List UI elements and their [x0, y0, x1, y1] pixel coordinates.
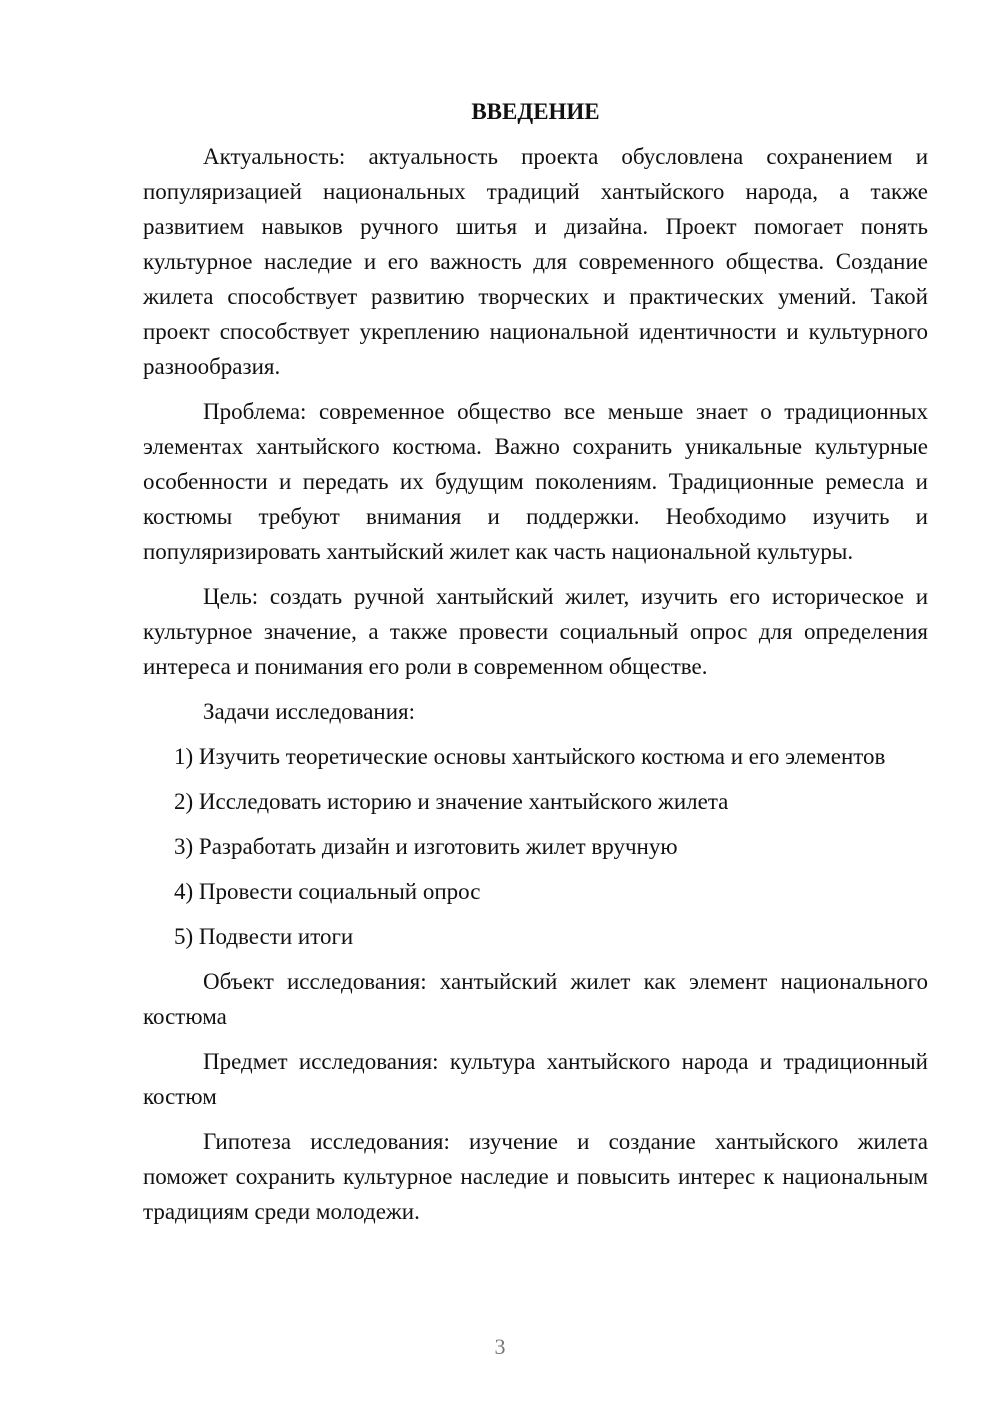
research-subject-paragraph: Предмет исследования: культура хантыйского народа и традиционный костюм [143, 1049, 928, 1109]
hypothesis-paragraph: Гипотеза исследования: изучение и создание хантыйского жилета поможет сохранить культурное наследие и повысить интерес к национальным традициям среди молодежи. [143, 1129, 928, 1224]
relevance-paragraph: Актуальность: актуальность проекта обусловлена сохранением и популяризацией национальных традиций хантыйского народа, а также развитием навыков ручного шитья и дизайна. Проект помогает понять культурное наследие и его важность для современного общества. Создание жилета способствует развитию творческих и практических умений. Такой проект способствует укреплению национальной идентичности и культурного разнообразия. [143, 144, 928, 379]
research-object-paragraph: Объект исследования: хантыйский жилет как элемент национального костюма [143, 969, 928, 1029]
task-item-2: 2) Исследовать историю и значение хантыйского жилета [174, 789, 729, 814]
task-item-5: 5) Подвести итоги [174, 924, 354, 949]
page-content [143, 94, 928, 1239]
section-title: ВВЕДЕНИЕ [471, 99, 600, 124]
problem-paragraph: Проблема: современное общество все меньше знает о традиционных элементах хантыйского костюма. Важно сохранить уникальные культурные особенности и передать их будущим поколениям. Традиционные ремесла и костюмы требуют внимания и поддержки. Необходимо изучить и популяризировать хантыйский жилет как часть национальной культуры. [143, 399, 928, 564]
task-item-3: 3) Разработать дизайн и изготовить жилет вручную [174, 834, 678, 859]
tasks-heading: Задачи исследования: [203, 699, 416, 724]
goal-paragraph: Цель: создать ручной хантыйский жилет, изучить его историческое и культурное значение, а также провести социальный опрос для определения интереса и понимания его роли в современном обществе. [143, 584, 928, 679]
page-number: 3 [494, 1334, 506, 1359]
task-item-4: 4) Провести социальный опрос [174, 879, 481, 904]
task-item-1: 1) Изучить теоретические основы хантыйского костюма и его элементов [174, 744, 886, 769]
